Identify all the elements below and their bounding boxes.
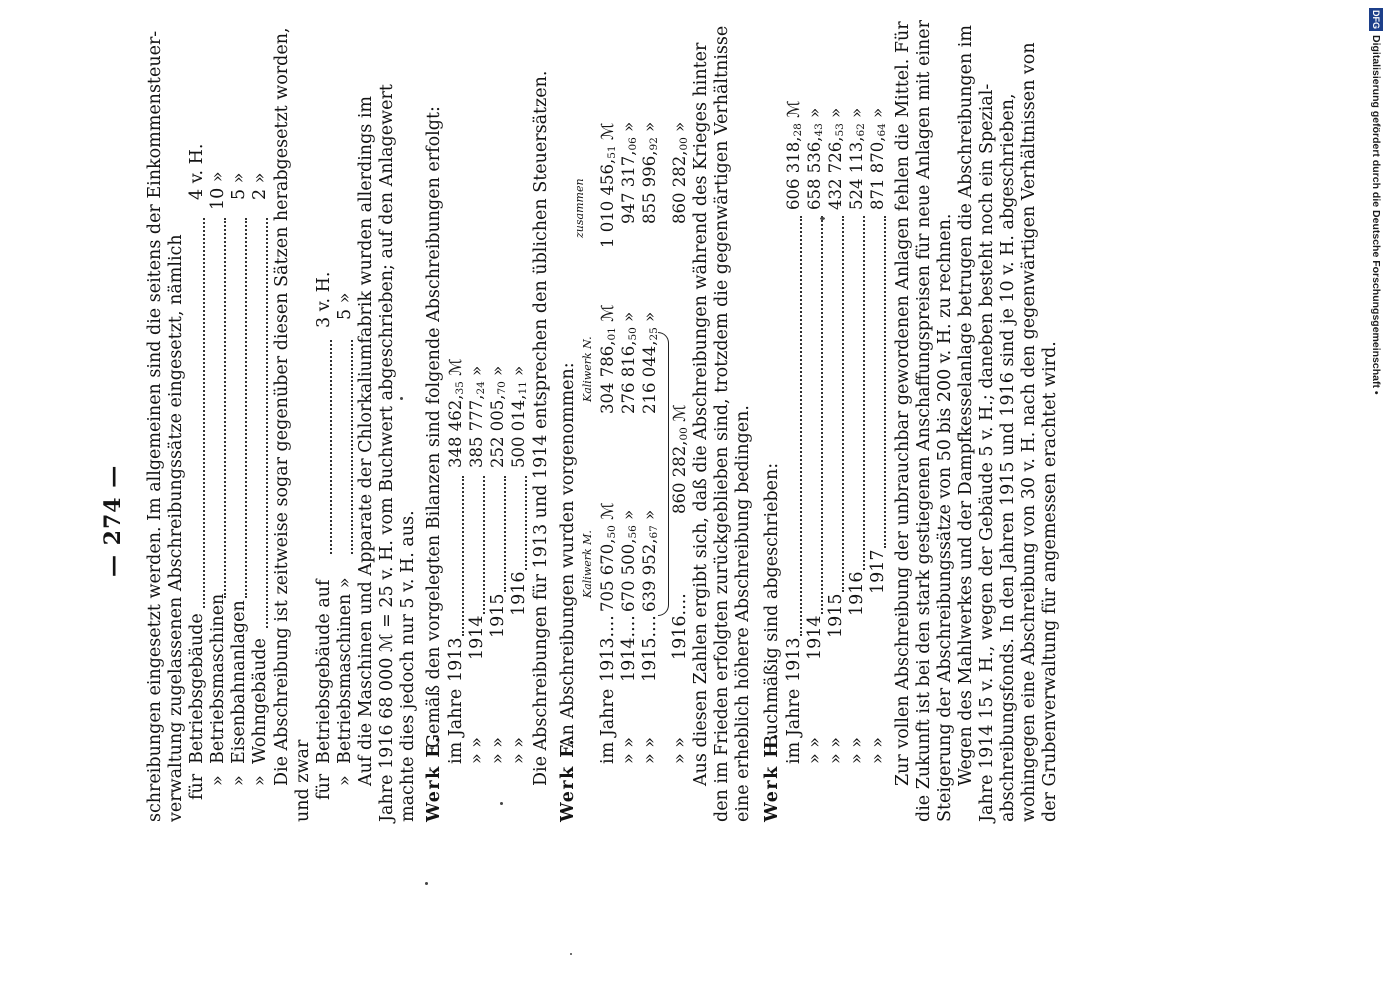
dot-leader [235,218,247,598]
werk-f-para-3: eine erheblich höhere Abschreibung bedingen. [733,405,753,822]
dot-leader [832,216,844,592]
rate-value: 5 » [229,172,249,200]
werk-h-intro: Buchmäßig sind abgeschrieben: [762,462,782,748]
werk-e-label: Werk E. [424,735,444,822]
year: 1916 [509,571,529,616]
year: 1914.... [619,615,639,682]
intro-line-3: Die Abschreibung ist zeitweise sogar gegenüber diesen Sätzen herabgesetzt worden, [272,27,292,786]
year-prefix: » » [826,737,846,764]
print-speck [820,217,825,220]
amount-n: 276 $816,_{50}$ » [619,311,639,414]
dot-leader [256,218,268,628]
rate-prefix: » [250,775,270,786]
dot-leader [853,216,865,570]
rate-label: Eisenbahnanlagen [229,600,249,764]
dot-leader [494,476,506,592]
rate-label: Betriebsmaschinen [208,593,228,764]
werk-h-para-a2: die Zukunft ist bei den stark gestiegenen Anschaffungspreisen für neue Anlagen mit einer [914,20,934,822]
werk-e-intro: Gemäß den vorgelegten Bilanzen sind folgende Abschreibungen erfolgt: [424,106,444,748]
amount-total: 1 010 $456,_{51}$ ℳ [598,122,618,248]
werk-h-label: Werk H. [762,732,782,822]
rate-prefix: » [229,775,249,786]
amount: 500 $014,_{11}$ » [509,365,529,468]
werk-f-para-1: Aus diesen Zahlen ergibt sich, daß die Abschreibungen während des Krieges hinter [691,42,711,786]
year-prefix: » » [619,737,639,764]
rate-label: Betriebsgebäude [187,613,207,764]
werk-h-para-a3: Steigerung der Abschreibungssätze von 50 bis 200 v. H. zu rechnen. [935,213,955,822]
year: 1913 [784,637,804,682]
werk-h-para-b3: abschreibungsfonds. In den Jahren 1915 und 1916 sind je 10 v. H. abgeschrieben, [998,93,1018,822]
year: 1916 [847,571,867,616]
brace-line [658,332,669,616]
amount-combined: 860 $282,_{00}$ ℳ [670,404,690,514]
year-prefix: » » [670,737,690,764]
year: 1915 [826,593,846,638]
col-header: Kaliwerk N. [581,336,594,402]
intro-line-4: und zwar [293,739,313,822]
intro-line-2: verwaltung zugelassenen Abschreibungssätze eingesetzt, nämlich [166,234,186,822]
dot-leader [515,476,527,570]
dot-leader [811,216,823,614]
intro-line-6: Jahre 1916 68 000 ℳ = 25 v. H. vom Buchwert abgeschrieben; auf den Anlagewert [377,84,397,822]
amount: 658 $536,_{43}$ » [805,107,825,210]
werk-f-para-2: den im Frieden erfolgten zurückgeblieben sind, trotzdem die gegenwärtigen Verhältnisse [712,25,732,822]
werk-h-para-b1: Wegen des Mahlwerkes und der Dampfkesselanlage betrugen die Abschreibungen im [956,25,976,786]
amount: 524 $113,_{62}$ » [847,107,867,210]
dot-leader [874,216,886,548]
print-speck [425,882,428,885]
werk-f-intro: An Abschreibungen wurden vorgenommen: [558,362,578,748]
werk-h-para-b5: der Grubenverwaltung für angemessen erachtet wird. [1040,341,1060,822]
year: 1915.... [640,615,660,682]
year: 1914 [467,615,487,660]
amount-m: 670 $500,_{56}$ » [619,509,639,612]
rate-prefix: » [335,775,355,786]
amount: 432 $726,_{53}$ » [826,107,846,210]
year-prefix: im Jahre [784,688,804,764]
rate-prefix: » [208,775,228,786]
amount: 871 $870,_{64}$ » [868,107,888,210]
page-number: — 274 — [100,464,126,577]
dot-leader [452,476,464,636]
rate-value: 10 » [208,171,228,210]
year: 1914 [805,615,825,660]
werk-f-label: Werk F. [558,737,578,822]
rate-prefix: für [187,773,207,800]
amount: 606 $318,_{28}$ ℳ [784,100,804,210]
rate-prefix: für [314,773,334,800]
col-header: zusammen [573,178,586,238]
digitization-watermark [1368,8,1383,395]
year-prefix: im Jahre [598,688,618,764]
rate-label: Wohngebäude [250,638,270,764]
amount-total: 860 $282,_{00}$ » [670,121,690,224]
year-prefix: » » [467,737,487,764]
amount-m: 705 $670,_{50}$ ℳ [598,502,618,612]
year: 1916.... [670,593,690,660]
werk-h-para-b2: Jahre 1914 15 v. H., wegen der Gebäude 5 v. H.; daneben besteht noch ein Spezial- [977,83,997,822]
year: 1917 [868,549,888,594]
werk-e-closing: Die Abschreibungen für 1913 und 1914 entsprechen den üblichen Steuersätzen. [531,70,551,786]
year-prefix: » » [847,737,867,764]
dot-leader [473,476,485,614]
werk-h-para-b4: wohingegen eine Abschreibung von 30 v. H. nach den gegenwärtigen Verhältnissen von [1019,42,1039,822]
rate-label: Betriebsmaschinen » [335,577,355,764]
year-prefix: » » [640,737,660,764]
dot-leader [320,340,332,554]
rate-value: 4 v. H. [187,143,207,200]
rate-value: 3 v. H. [314,271,334,328]
year-prefix: » » [868,737,888,764]
intro-line-5: Auf die Maschinen und Apparate der Chlorkaliumfabrik wurden allerdings im [356,95,376,786]
print-speck [400,397,403,400]
print-speck [500,802,503,805]
year-prefix: » » [509,737,529,764]
year-prefix: » » [488,737,508,764]
amount: 385 $777,_{24}$ » [467,365,487,468]
year: 1915 [488,593,508,638]
rate-value: 2 » [250,172,270,200]
year-prefix: im Jahre [446,688,466,764]
dot-leader [341,340,353,554]
rate-value: 5 » [335,292,355,320]
rate-label: Betriebsgebäude auf [314,579,334,764]
dot-leader [193,218,205,608]
col-header: Kaliwerk M. [581,530,594,598]
amount-m: 639 $952,_{67}$ » [640,509,660,612]
dot-leader [214,218,226,598]
dot-leader [790,216,802,636]
watermark-text: Digitalisierung gefördert durch die Deutsche Forschungsgemeinschaft • [1370,35,1382,395]
year: 1913 [446,637,466,682]
print-speck [570,953,572,955]
amount-total: 947 $317,_{06}$ » [619,121,639,224]
intro-line-1: schreibungen eingesetzt werden. Im allgemeinen sind die seitens der Einkommensteuer- [145,30,165,822]
dfg-logo-icon: DFG [1371,10,1381,29]
amount-n: 304 $786,_{01}$ ℳ [598,304,618,414]
intro-line-7: machte dies jedoch nur 5 v. H. aus. [398,510,418,822]
year: 1913.... [598,615,618,682]
amount: 252 $005,_{70}$ » [488,365,508,468]
amount-total: 855 $996,_{92}$ » [640,121,660,224]
werk-h-para-a1: Zur vollen Abschreibung der unbrauchbar gewordenen Anlagen fehlen die Mittel. Für [893,21,913,786]
year-prefix: » » [805,737,825,764]
amount-n: 216 $044,_{25}$ » [640,311,660,414]
amount: 348 $462,_{35}$ ℳ [446,358,466,468]
